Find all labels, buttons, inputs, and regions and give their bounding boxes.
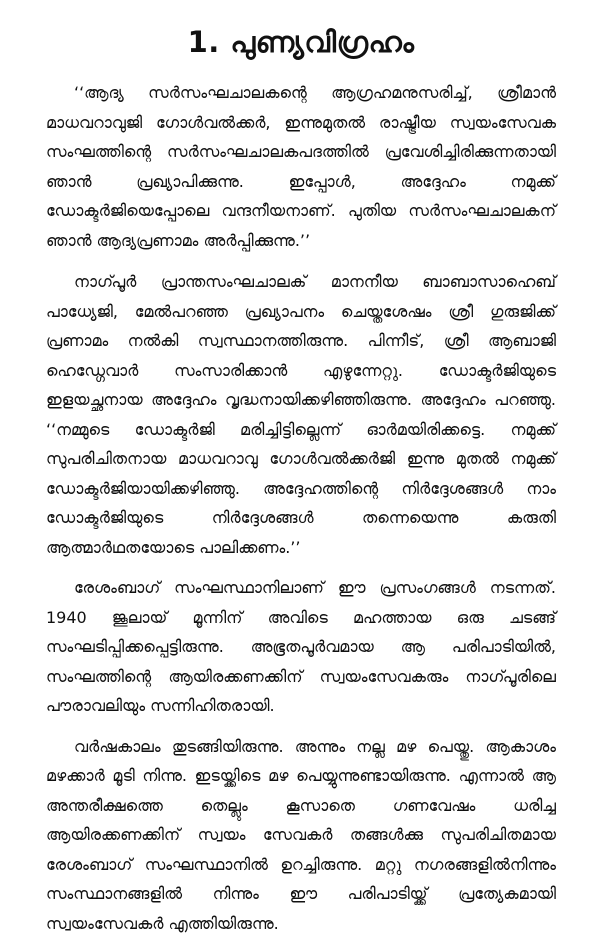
paragraph-quote-announcement: ‘‘ആദ്യ സർസംഘചാലകന്റെ ആഗ്രഹമനുസരിച്ച്, ശ്രീമാൻ മാധവറാവുജി ഗോൾവൽക്കർ, ഇന്നുമുതൽ രാഷ്ട്രീയ സ്വയംസേവക സംഘത്തിന്റെ സർസംഘചാലകപദത്തിൽ പ്രവേശിച്ചിരിക്കുന്നതായി ഞാൻ പ്രഖ്യാപിക്കുന്നു. ഇപ്പോൾ, അദ്ദേഹം നമുക്ക് ഡോക്ടർജിയെപ്പോലെ വന്ദനീയനാണ്. പുതിയ സർസംഘചാലകന് ഞാൻ ആദ്യപ്രണാമം അർപ്പിക്കുന്നു.’’ <box>46 78 556 255</box>
paragraph-pranam-and-speech: നാഗ്പൂർ പ്രാന്തസംഘചാലക് മാനനീയ ബാബാസാഹെബ് പാധ്യേജി, മേൽപറഞ്ഞ പ്രഖ്യാപനം ചെയ്തശേഷം ശ്രീ ഗുരുജിക്ക് പ്രണാമം നൽകി സ്വസ്ഥാനത്തിരുന്നു. പിന്നീട്, ശ്രീ ആബാജി ഹെഡ്ഗേവാർ സംസാരിക്കാൻ എഴുന്നേറ്റു. ഡോക്ടർജിയുടെ ഇളയച്ഛനായ അദ്ദേഹം വൃദ്ധനായിക്കഴിഞ്ഞിരുന്നു. അദ്ദേഹം പറഞ്ഞു. ‘‘നമ്മുടെ ഡോക്ടർജി മരിച്ചിട്ടില്ലെന്ന് ഓർമയിരിക്കട്ടെ. നമുക്ക് സുപരിചിതനായ മാധവറാവു ഗോൾവൽക്കർജി ഇന്നു മുതൽ നമുക്ക് ഡോക്ടർജിയായിക്കഴിഞ്ഞു. അദ്ദേഹത്തിന്റെ നിർദ്ദേശങ്ങൾ നാം ഡോക്ടർജിയുടെ നിർദ്ദേശങ്ങൾ തന്നെയെന്നു കരുതി ആത്മാർഥതയോടെ പാലിക്കണം.’’ <box>46 267 556 562</box>
paragraph-rain-description: വർഷകാലം തുടങ്ങിയിരുന്നു. അന്നും നല്ല മഴ പെയ്തു. ആകാശം മഴക്കാർ മൂടി നിന്നു. ഇടയ്ക്കിടെ മഴ പെയ്യുന്നുണ്ടായിരുന്നു. എന്നാൽ ആ അന്തരീക്ഷത്തെ തെല്ലും കൂസാതെ ഗണവേഷം ധരിച്ച ആയിരക്കണക്കിന് സ്വയം സേവകർ തങ്ങൾക്കു സുപരിചിതമായ രേശംബാഗ് സംഘസ്ഥാനിൽ ഉറച്ചിരുന്നു. മറ്റു നഗരങ്ങളിൽനിന്നും സംസ്ഥാനങ്ങളിൽ നിന്നും ഈ പരിപാടിയ്ക്ക് പ്രത്യേകമായി സ്വയംസേവകർ എത്തിയിരുന്നു. <box>46 732 556 938</box>
chapter-title: 1. പുണ്യവിഗ്രഹം <box>46 22 556 62</box>
paragraph-venue-date: രേശംബാഗ് സംഘസ്ഥാനിലാണ് ഈ പ്രസംഗങ്ങൾ നടന്നത്. 1940 ജൂലായ് മൂന്നിന് അവിടെ മഹത്തായ ഒരു ചടങ്ങ് സംഘടിപ്പിക്കപ്പെട്ടിരുന്നു. അഭൂതപൂർവമായ ആ പരിപാടിയിൽ, സംഘത്തിന്റെ ആയിരക്കണക്കിന് സ്വയംസേവകരും നാഗ്പൂരിലെ പൗരാവലിയും സന്നിഹിതരായി. <box>46 573 556 721</box>
